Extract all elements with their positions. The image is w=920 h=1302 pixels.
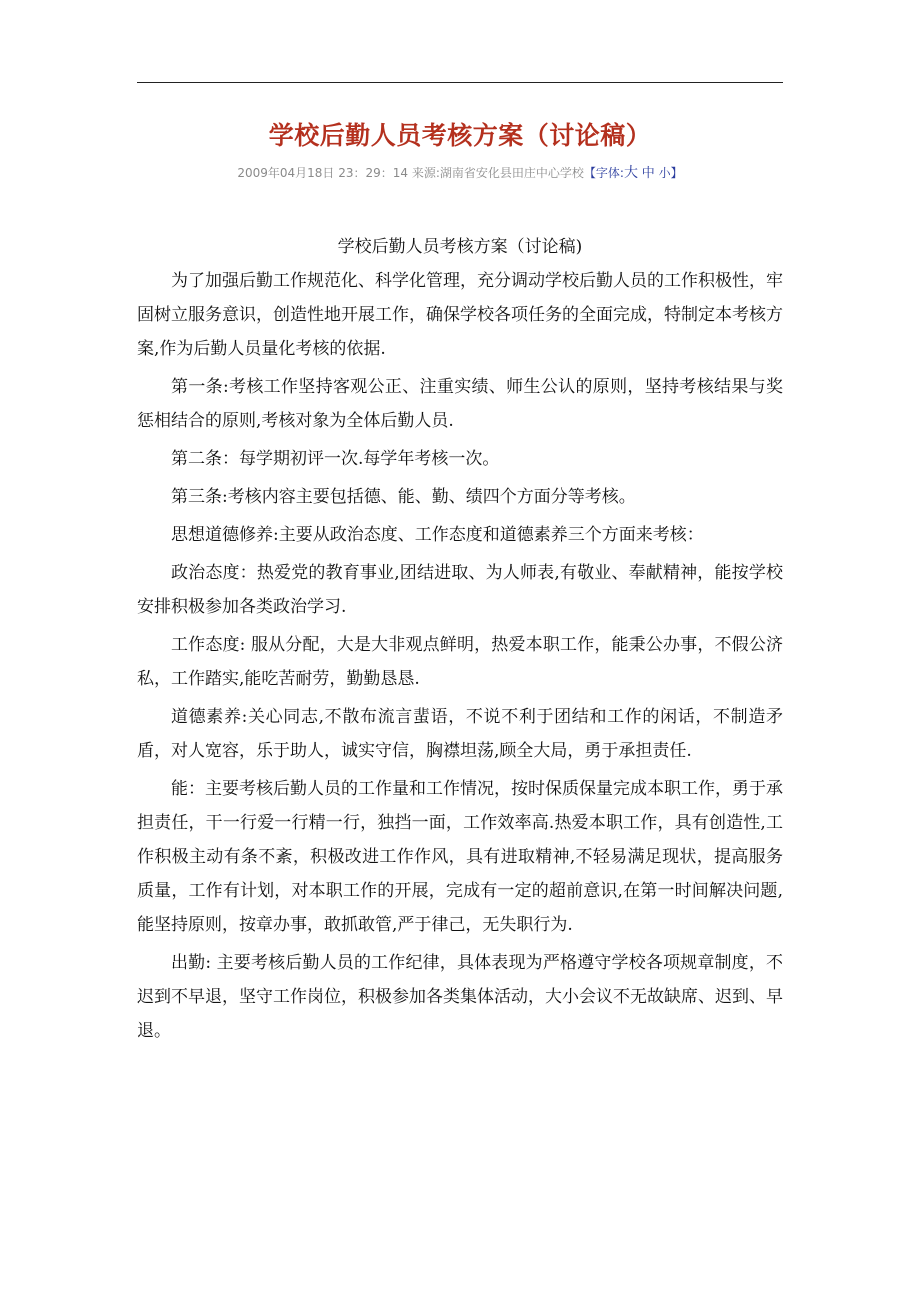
paragraph-political-attitude: 政治态度：热爱党的教育事业,团结进取、为人师表,有敬业、奉献精神，能按学校安排积极参加各类政治学习.	[137, 563, 783, 617]
publish-datetime: 2009年04月18日 23：29：14	[237, 166, 409, 180]
font-bracket-open: 【	[583, 166, 596, 180]
paragraph-article-1: 第一条:考核工作坚持客观公正、注重实绩、师生公认的原则，坚持考核结果与奖惩相结合的原则,考核对象为全体后勤人员.	[137, 377, 783, 431]
font-size-controls	[584, 166, 683, 180]
font-size-label: 字体:	[595, 166, 624, 180]
paragraph-work-attitude: 工作态度: 服从分配，大是大非观点鲜明，热爱本职工作，能秉公办事，不假公济私，工作踏实,能吃苦耐劳，勤勤恳恳.	[137, 635, 783, 689]
article-meta	[137, 162, 783, 182]
article-subtitle: 学校后勤人员考核方案（讨论稿)	[337, 237, 583, 257]
font-bracket-close: 】	[670, 166, 683, 180]
page-title: 学校后勤人员考核方案（讨论稿）	[268, 121, 652, 150]
source-label: 来源:	[411, 166, 440, 180]
header-divider	[137, 82, 783, 83]
font-size-medium-button[interactable]: 中	[641, 166, 655, 181]
source-name: 湖南省安化县田庄中心学校	[439, 166, 584, 180]
paragraph-article-2: 第二条：每学期初评一次.每学年考核一次。	[171, 449, 500, 469]
font-size-large-button[interactable]: 大	[623, 165, 638, 181]
paragraph-attendance: 出勤: 主要考核后勤人员的工作纪律，具体表现为严格遵守学校各项规章制度，不迟到不早退，坚守工作岗位，积极参加各类集体活动，大小会议不无故缺席、迟到、早退。	[137, 953, 783, 1041]
font-size-small-button[interactable]: 小	[658, 166, 671, 180]
paragraph-moral-cultivation: 思想道德修养:主要从政治态度、工作态度和道德素养三个方面来考核：	[171, 525, 704, 545]
paragraph-moral-quality: 道德素养:关心同志,不散布流言蜚语，不说不利于团结和工作的闲话，不制造矛盾，对人宽容，乐于助人，诚实守信，胸襟坦荡,顾全大局，勇于承担责任.	[137, 707, 783, 761]
paragraph-ability: 能：主要考核后勤人员的工作量和工作情况，按时保质保量完成本职工作，勇于承担责任，干一行爱一行精一行，独挡一面，工作效率高.热爱本职工作，具有创造性,工作积极主动有条不紊，积极改进工作作风，具有进取精神,不轻易满足现状，提高服务质量，工作有计划，对本职工作的开展，完成有一定的超前意识,在第一时间解决问题,能坚持原则，按章办事，敢抓敢管,严于律己，无失职行为.	[137, 779, 783, 935]
paragraph-intro: 为了加强后勤工作规范化、科学化管理，充分调动学校后勤人员的工作积极性，牢固树立服务意识，创造性地开展工作，确保学校各项任务的全面完成，特制定本考核方案,作为后勤人员量化考核的依据.	[137, 271, 783, 359]
paragraph-article-3: 第三条:考核内容主要包括德、能、勤、绩四个方面分等考核。	[171, 487, 636, 507]
article-body	[137, 230, 783, 1052]
